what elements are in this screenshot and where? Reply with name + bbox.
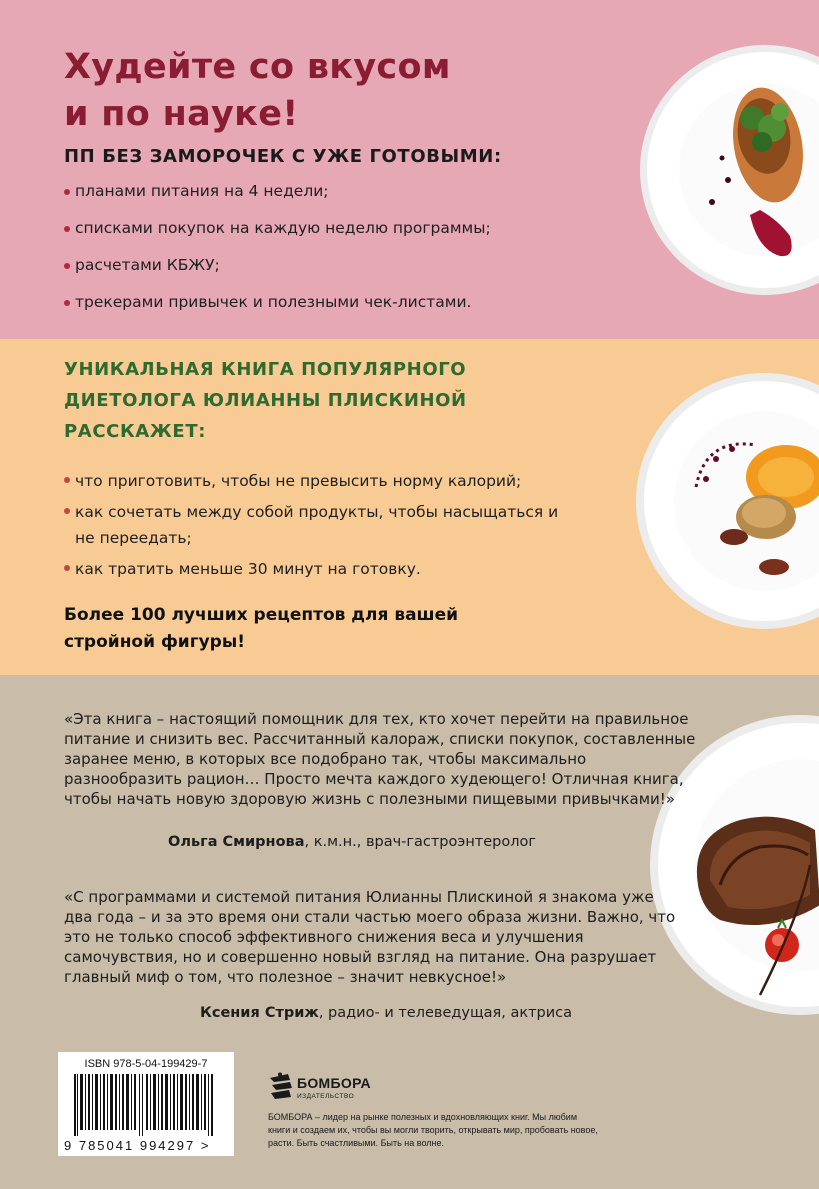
review-attribution-2 <box>200 1005 572 1021</box>
review-role-2: , радио- и телеведущая, актриса <box>318 1005 573 1021</box>
heading-line-2: ДИЕТОЛОГА ЮЛИАННЫ ПЛИСКИНОЙ <box>64 390 467 411</box>
list-item: что приготовить, чтобы не превысить норму калорий; <box>64 468 574 494</box>
book-heading <box>64 354 467 447</box>
promo-line-1: Более 100 лучших рецептов для вашей <box>64 605 459 625</box>
barcode-bars <box>66 1074 228 1136</box>
promo-line-2: стройной фигуры! <box>64 632 245 652</box>
list-item: списками покупок на каждую неделю программы; <box>64 217 491 254</box>
barcode <box>58 1052 234 1156</box>
main-title <box>64 44 451 138</box>
list-item: как сочетать между собой продукты, чтобы насыщаться и не переедать; <box>64 499 574 551</box>
publisher-subtitle: ИЗДАТЕЛЬСТВО <box>297 1093 355 1100</box>
heading-line-3: РАССКАЖЕТ: <box>64 421 206 442</box>
promo-text <box>64 602 458 656</box>
review-author-2: Ксения Стриж <box>200 1005 319 1021</box>
list-item: трекерами привычек и полезными чек-листами. <box>64 291 491 328</box>
barcode-digits: 9 785041 994297 > <box>64 1138 211 1153</box>
list-item: как тратить меньше 30 минут на готовку. <box>64 556 574 582</box>
top-section <box>0 0 819 339</box>
publisher-logo <box>268 1072 371 1106</box>
publisher-description: БОМБОРА – лидер на рынке полезных и вдохновляющих книг. Мы любим книги и создаем их, чтобы вы могли творить, открывать мир, пробовать новое, расти. Быть счастливыми. Быть на волне. <box>268 1112 598 1148</box>
isbn-number: ISBN 978-5-04-199429-7 <box>84 1058 208 1070</box>
heading-line-1: УНИКАЛЬНАЯ КНИГА ПОПУЛЯРНОГО <box>64 359 467 380</box>
title-line-2: и по науке! <box>64 94 299 134</box>
features-list <box>64 180 491 328</box>
list-item: расчетами КБЖУ; <box>64 254 491 291</box>
review-quote-2: «С программами и системой питания Юлианны Плискиной я знакома уже два года – и за это время они стали частью моего образа жизни. Важно, что это не только способ эффективного снижения веса и улучшения самочувствия, но и совершенно новый взгляд на питание. Она разрушает главный миф о том, что полезное – значит невкусное!» <box>64 888 676 986</box>
review-author-1: Ольга Смирнова <box>168 834 305 850</box>
list-item: планами питания на 4 недели; <box>64 180 491 217</box>
review-attribution-1 <box>168 834 536 850</box>
features-heading: ПП БЕЗ ЗАМОРОЧЕК С УЖЕ ГОТОВЫМИ: <box>64 146 502 167</box>
review-role-1: , к.м.н., врач-гастроэнтеролог <box>304 834 537 850</box>
benefits-list <box>64 468 574 587</box>
plate-foie-gras-photo <box>636 367 819 637</box>
plate-duck-photo <box>640 40 819 310</box>
bombora-logo-icon <box>268 1072 294 1102</box>
publisher-name: БОМБОРА <box>297 1075 371 1091</box>
title-line-1: Худейте со вкусом <box>64 47 451 87</box>
review-quote-1: «Эта книга – настоящий помощник для тех, кто хочет перейти на правильное питание и снизить вес. Рассчитанный калораж, списки покупок, составленные заранее меню, в которых все подобрано так, чтобы максимально разнообразить рацион… Просто мечта каждого худеющего! Отличная книга, чтобы начать новую здоровую жизнь с полезными пищевыми привычками!» <box>64 710 696 808</box>
